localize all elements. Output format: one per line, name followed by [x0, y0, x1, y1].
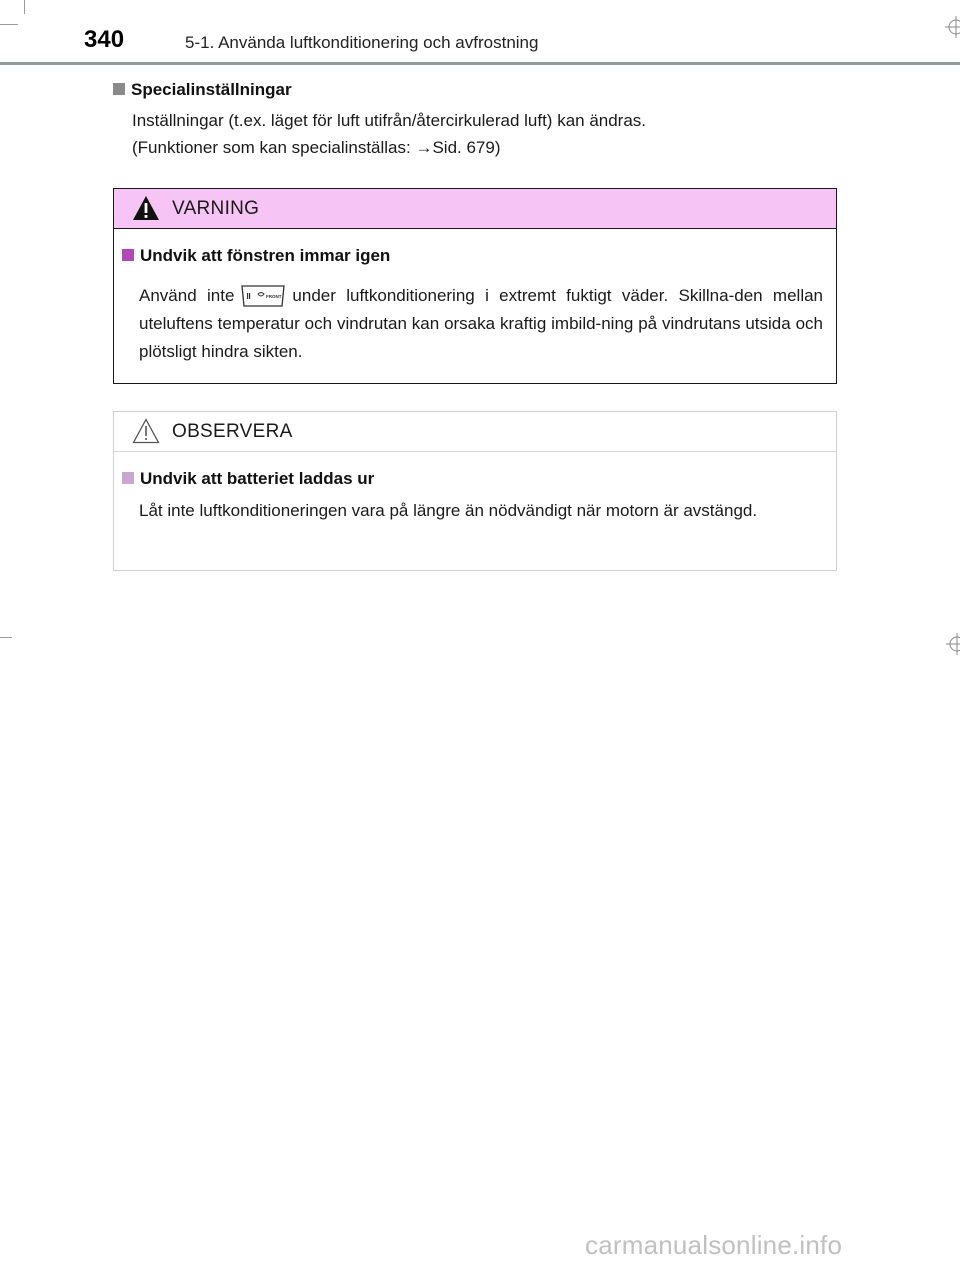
- notice-item-body: [139, 497, 823, 525]
- warning-title: VARNING: [172, 198, 260, 219]
- warning-box: [113, 188, 837, 384]
- warning-item-body: [139, 282, 823, 366]
- notice-item-heading: [122, 469, 374, 489]
- header-divider: [0, 62, 960, 65]
- warning-paragraph: [139, 282, 823, 366]
- section-line-1: Inställningar (t.ex. läget för luft utifrån/återcirkulerad luft) kan ändras.: [132, 111, 647, 130]
- section-body: [132, 107, 852, 161]
- warning-text-before-icon: Använd inte: [139, 286, 235, 305]
- square-bullet-icon: [113, 83, 125, 95]
- square-bullet-icon: [122, 472, 134, 484]
- section-line-2: (Funktioner som kan specialinställas: →Sid. 679): [132, 138, 501, 157]
- button-icon-label: FRONT: [266, 294, 282, 299]
- warning-item-heading: [122, 246, 390, 266]
- warning-triangle-icon: [132, 195, 160, 221]
- section-heading: [113, 80, 292, 100]
- page-number: 340: [84, 26, 125, 53]
- warning-item-title: Undvik att fönstren immar igen: [140, 246, 391, 265]
- warning-text-after-icon: under luftkonditionering i extremt fuktigt väder. Skillna-den mellan uteluftens temperatur och vindrutan kan orsaka kraftig imbild-ning på vindrutans utsida och plötsligt hindra sikten.: [139, 286, 824, 361]
- chapter-title: 5-1. Använda luftkonditionering och avfrostning: [185, 33, 539, 52]
- square-bullet-icon: [122, 249, 134, 261]
- notice-title: OBSERVERA: [172, 421, 293, 442]
- notice-box: [113, 411, 837, 571]
- caution-triangle-outline-icon: [132, 418, 160, 444]
- section-title: Specialinställningar: [131, 80, 292, 99]
- page-header: [0, 0, 960, 66]
- watermark: carmanualsonline.info: [585, 1230, 843, 1260]
- notice-header: [114, 412, 836, 452]
- front-defroster-button-icon: [240, 284, 286, 308]
- notice-item-title: Undvik att batteriet laddas ur: [140, 469, 375, 488]
- crop-mark-mid-left: [0, 637, 12, 638]
- notice-paragraph: Låt inte luftkonditioneringen vara på längre än nödvändigt när motorn är avstängd.: [139, 501, 758, 520]
- warning-header: [114, 189, 836, 229]
- registration-mark-icon: [946, 633, 960, 655]
